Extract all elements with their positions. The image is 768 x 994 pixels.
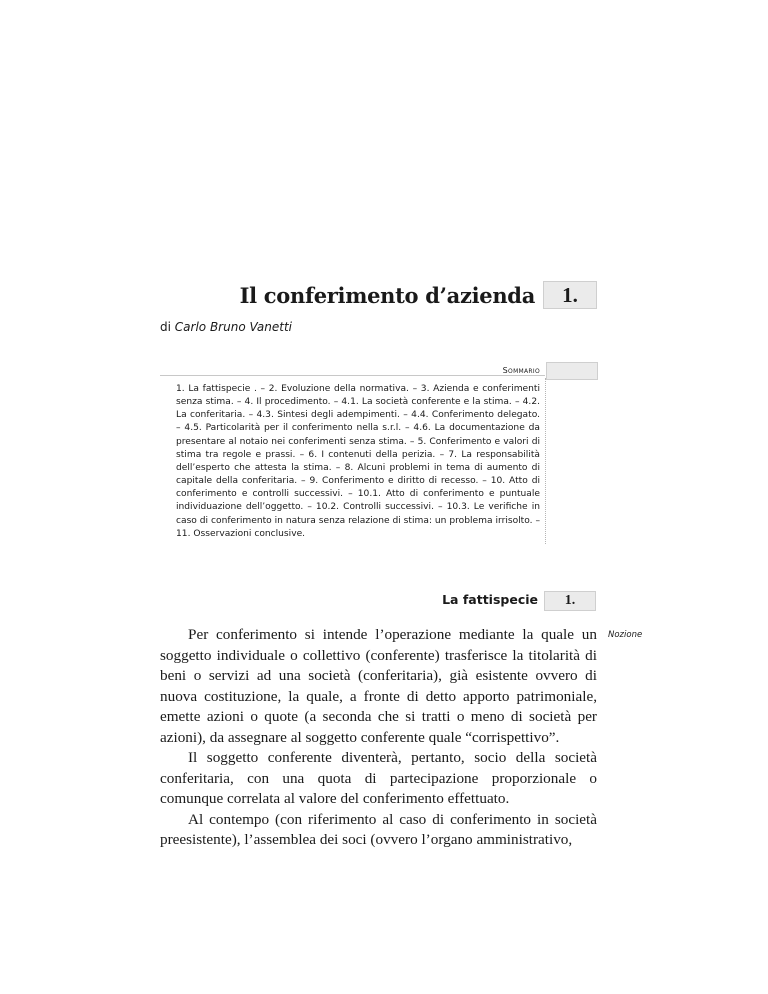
section-number: 1.: [544, 591, 596, 611]
summary-text: 1. La fattispecie . – 2. Evoluzione della normativa. – 3. Azienda e conferimenti senza stima. – 4. Il procedimento. – 4.1. La società conferente e la stima. – 4.2. La conferitaria. – 4.3. Sintesi degli adempimenti. – 4.4. Conferimento delegato. – 4.5. Particolarità per il conferimento nella s.r.l. – 4.6. La documentazione da presentare al notaio nei conferimenti senza stima. – 5. Conferimento e valori di stima tra regole e prassi. – 6. I contenuti della perizia. – 7. La responsabilità dell’esperto che attesta la stima. – 8. Alcuni problemi in tema di aumento di capitale della conferitaria. – 9. Conferimento e diritto di recesso. – 10. Atto di conferimento e controlli successivi. – 10.1. Atto di conferimento e puntuale individuazione dell’oggetto. – 10.2. Controlli successivi. – 10.3. Le verifiche in caso di conferimento in natura senza relazione di stima: un problema irrisolto. – 11. Osservazioni conclusive.: [176, 384, 540, 539]
summary-divider: [545, 378, 546, 544]
summary-box: [546, 362, 598, 380]
summary-label: Sommario: [502, 366, 540, 375]
section-title: La fattispecie: [442, 592, 538, 607]
summary-rule: [160, 375, 545, 376]
author-line: [160, 320, 292, 334]
body-text: [160, 625, 597, 851]
body-paragraph: Al contempo (con riferimento al caso di conferimento in società preesistente), l’assemblea dei soci (ovvero l’organo amministrativo,: [160, 810, 597, 848]
body-paragraph: Per conferimento si intende l’operazione mediante la quale un soggetto individuale o collettivo (conferente) trasferisce la titolarità di beni o servizi ad una società (conferitaria), già esistente ovvero di nuova costituzione, la quale, a fronte di detto apporto patrimoniale, emette azioni o quote (a seconda che si tratti o meno di società per azioni), da assegnare al soggetto conferente quale “corrispettivo”.: [160, 626, 597, 746]
section-header: [420, 591, 596, 611]
chapter-header: [160, 281, 597, 309]
body-paragraph: Il soggetto conferente diventerà, pertanto, socio della società conferitaria, con una quota di partecipazione proporzionale o comunque correlata al valore del conferimento effettuato.: [160, 749, 597, 807]
chapter-number: 1.: [543, 281, 597, 309]
author-name: Carlo Bruno Vanetti: [174, 320, 292, 334]
chapter-title: Il conferimento d’azienda: [239, 283, 535, 308]
author-prefix: di: [160, 320, 171, 334]
margin-note: Nozione: [608, 630, 643, 640]
